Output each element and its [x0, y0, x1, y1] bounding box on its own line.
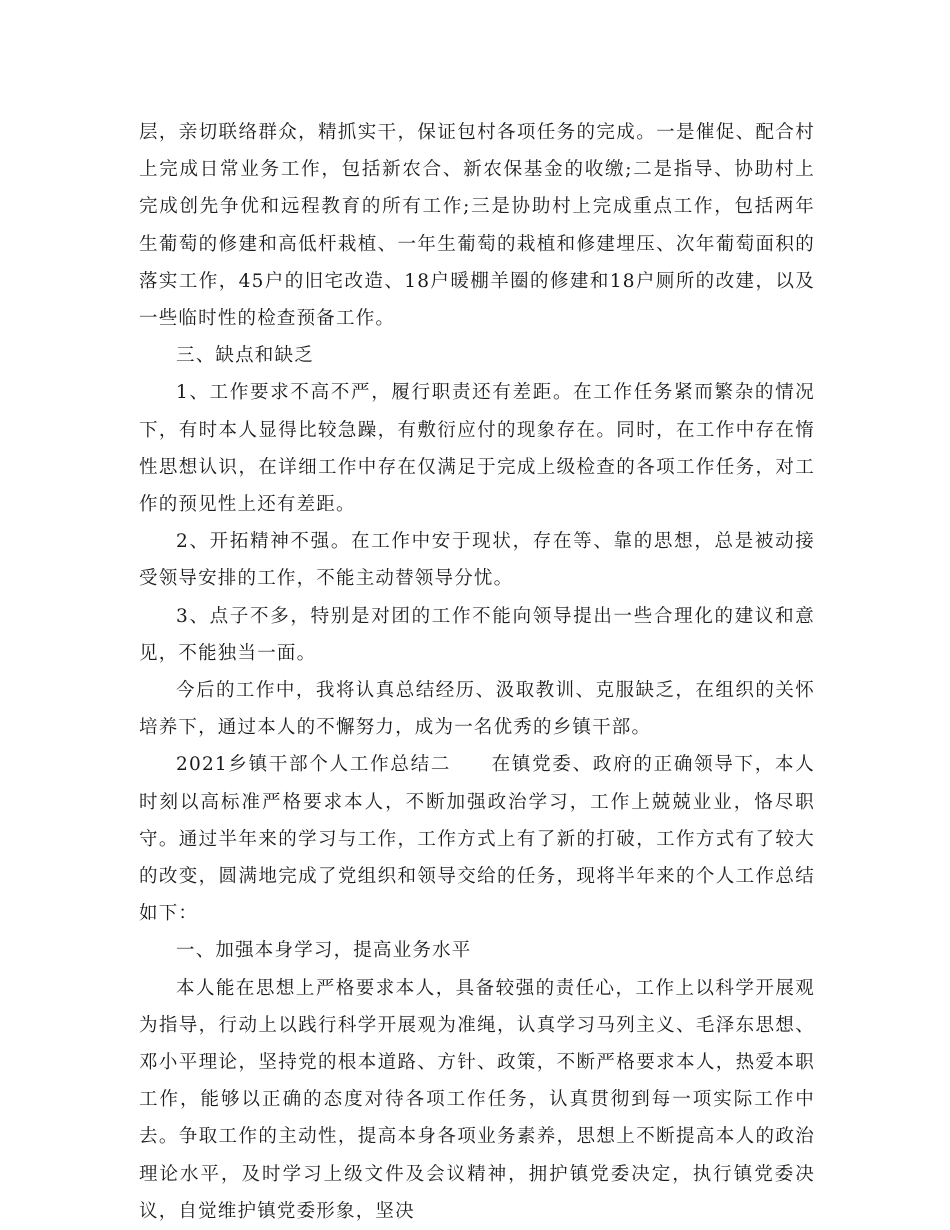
paragraph-continuation: 层，亲切联络群众，精抓实干，保证包村各项任务的完成。一是催促、配合村上完成日常业务工作，包括新农合、新农保基金的收缴;二是指导、协助村上完成创先争优和远程教育的所有工作;三是协助村上完成重点工作，包括两年生葡萄的修建和高低杆栽植、一年生葡萄的栽植和修建埋压、次年葡萄面积的落实工作，45户的旧宅改造、18户暖棚羊圈的修建和18户厕所的改建，以及一些临时性的检查预备工作。: [139, 122, 815, 330]
section-heading-study: 一、加强本身学习，提高业务水平: [176, 940, 472, 962]
document-page: [139, 114, 815, 1230]
paragraph-future-work: 今后的工作中，我将认真总结经历、汲取教训、克服缺乏，在组织的关怀培养下，通过本人的不懈努力，成为一名优秀的乡镇干部。: [139, 680, 815, 739]
section-heading-shortcomings: 三、缺点和缺乏: [176, 345, 314, 367]
paragraph-study-detail: 本人能在思想上严格要求本人，具备较强的责任心，工作上以科学开展观为指导，行动上以践行科学开展观为准绳，认真学习马列主义、毛泽东思想、邓小平理论，坚持党的根本道路、方针、政策，不断严格要求本人，热爱本职工作，能够以正确的态度对待各项工作任务，认真贯彻到每一项实际工作中去。争取工作的主动性，提高本身各项业务素养，思想上不断提高本人的政治理论水平，及时学习上级文件及会议精神，拥护镇党委决定，执行镇党委决议，自觉维护镇党委形象，坚决: [139, 977, 815, 1222]
paragraph-summary-two-intro: 2021乡镇干部个人工作总结二 在镇党委、政府的正确领导下，本人时刻以高标准严格要求本人，不断加强政治学习，工作上兢兢业业，恪尽职守。通过半年来的学习与工作，工作方式上有了新的打破，工作方式有了较大的改变，圆满地完成了党组织和领导交给的任务，现将半年来的个人工作总结如下：: [139, 754, 815, 925]
paragraph-shortcoming-3: 3、点子不多，特别是对团的工作不能向领导提出一些合理化的建议和意见，不能独当一面。: [139, 605, 815, 664]
paragraph-shortcoming-1: 1、工作要求不高不严，履行职责还有差距。在工作任务紧而繁杂的情况下，有时本人显得比较急躁，有敷衍应付的现象存在。同时，在工作中存在惰性思想认识，在详细工作中存在仅满足于完成上级检查的各项工作任务，对工作的预见性上还有差距。: [139, 382, 815, 516]
paragraph-shortcoming-2: 2、开拓精神不强。在工作中安于现状，存在等、靠的思想，总是被动接受领导安排的工作，不能主动替领导分忧。: [139, 531, 815, 590]
